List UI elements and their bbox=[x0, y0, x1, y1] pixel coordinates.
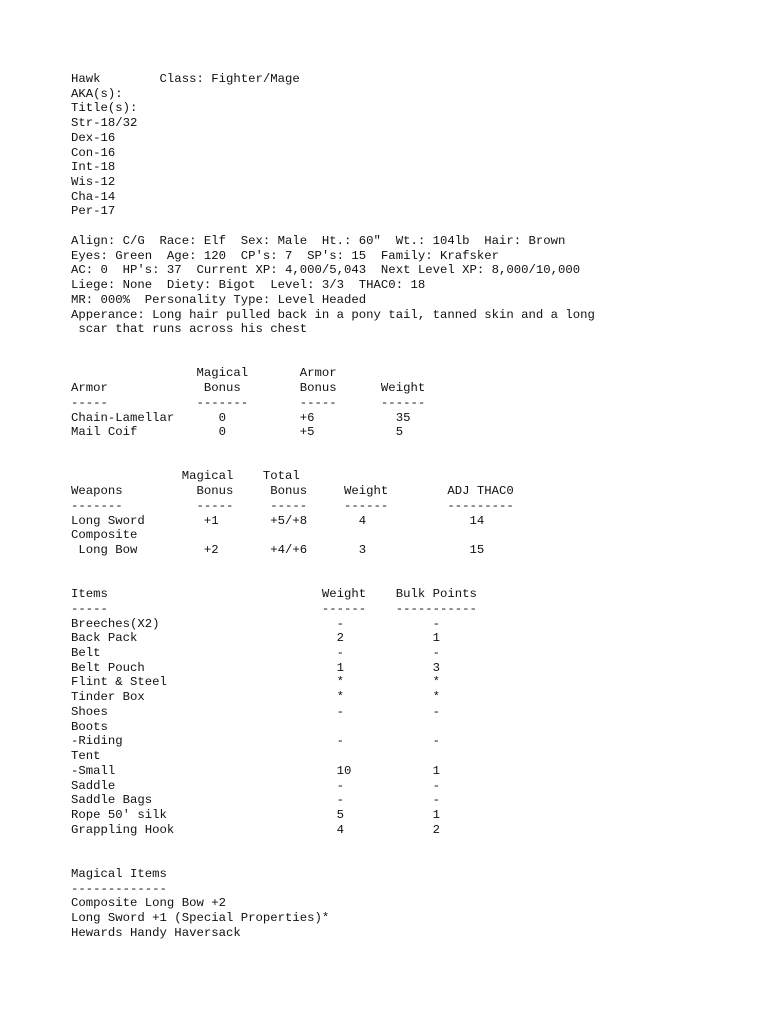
stat-cha: Cha-14 bbox=[71, 189, 116, 204]
spacer bbox=[71, 837, 751, 852]
spacer bbox=[71, 352, 751, 367]
details-block bbox=[71, 234, 751, 337]
stat-wis: Wis-12 bbox=[71, 175, 116, 190]
details-line: Eyes: Green Age: 120 CP's: 7 SP's: 15 Family: Krafsker bbox=[71, 248, 500, 263]
table-row: Tinder Box * * bbox=[71, 690, 440, 705]
table-row: Mail Coif 0 +5 5 bbox=[71, 425, 404, 440]
details-line: Align: C/G Race: Elf Sex: Male Ht.: 60" Wt.: 104lb Hair: Brown bbox=[71, 233, 566, 248]
stat-int: Int-18 bbox=[71, 160, 116, 175]
details-line: scar that runs across his chest bbox=[71, 322, 308, 337]
weapons-header: Magical Total bbox=[71, 469, 300, 484]
details-line: Apperance: Long hair pulled back in a pony tail, tanned skin and a long bbox=[71, 307, 595, 322]
spacer bbox=[71, 455, 751, 470]
spacer bbox=[71, 572, 751, 587]
magical-items-heading: Magical Items bbox=[71, 866, 167, 881]
items-table bbox=[71, 587, 751, 837]
titles-line: Title(s): bbox=[71, 101, 138, 116]
magical-items-list bbox=[71, 867, 751, 941]
magical-items-rule: ------------- bbox=[71, 881, 167, 896]
name-class-line: Hawk Class: Fighter/Mage bbox=[71, 72, 300, 86]
list-item: Long Sword +1 (Special Properties)* bbox=[71, 910, 330, 925]
table-row: Rope 50' silk 5 1 bbox=[71, 807, 440, 822]
items-header: Items Weight Bulk Points bbox=[71, 587, 477, 602]
table-row: Long Bow +2 +4/+6 3 15 bbox=[71, 543, 485, 557]
table-row: Belt Pouch 1 3 bbox=[71, 660, 440, 675]
table-row: Shoes - - bbox=[71, 704, 440, 719]
spacer bbox=[71, 219, 751, 234]
items-rule: ----- ------ ----------- bbox=[71, 601, 477, 616]
header-block bbox=[71, 72, 751, 219]
weapons-rule: ------- ----- ----- ------ --------- bbox=[71, 498, 514, 513]
spacer bbox=[71, 558, 751, 573]
table-row: Flint & Steel * * bbox=[71, 675, 440, 690]
table-row: Belt - - bbox=[71, 646, 440, 661]
stat-dex: Dex-16 bbox=[71, 130, 116, 145]
stat-con: Con-16 bbox=[71, 145, 116, 160]
table-row: Composite bbox=[71, 528, 138, 543]
table-row: Back Pack 2 1 bbox=[71, 631, 440, 646]
details-line: AC: 0 HP's: 37 Current XP: 4,000/5,043 Next Level XP: 8,000/10,000 bbox=[71, 263, 581, 278]
table-row: -Riding - - bbox=[71, 734, 440, 749]
spacer bbox=[71, 852, 751, 867]
stat-str: Str-18/32 bbox=[71, 116, 138, 131]
table-row: Long Sword +1 +5/+8 4 14 bbox=[71, 513, 485, 528]
weapons-table bbox=[71, 469, 751, 557]
table-row: -Small 10 1 bbox=[71, 763, 440, 778]
armor-rule: ----- ------- ----- ------ bbox=[71, 395, 426, 410]
armor-table bbox=[71, 366, 751, 440]
weapons-header: Weapons Bonus Bonus Weight ADJ THAC0 bbox=[71, 484, 514, 499]
list-item: Composite Long Bow +2 bbox=[71, 896, 226, 911]
armor-header: Armor Bonus Bonus Weight bbox=[71, 381, 426, 396]
table-row: Saddle - - bbox=[71, 778, 440, 793]
table-row: Boots bbox=[71, 719, 108, 734]
spacer bbox=[71, 440, 751, 455]
spacer bbox=[71, 337, 751, 352]
table-row: Breeches(X2) - - bbox=[71, 616, 440, 631]
armor-header: Magical Armor bbox=[71, 366, 337, 381]
details-line: Liege: None Diety: Bigot Level: 3/3 THAC0: 18 bbox=[71, 278, 426, 293]
character-sheet bbox=[71, 72, 751, 940]
table-row: Tent bbox=[71, 749, 101, 764]
stat-per: Per-17 bbox=[71, 204, 116, 219]
list-item: Hewards Handy Haversack bbox=[71, 925, 241, 940]
aka-line: AKA(s): bbox=[71, 86, 123, 101]
table-row: Grappling Hook 4 2 bbox=[71, 822, 440, 837]
table-row: Chain-Lamellar 0 +6 35 bbox=[71, 410, 411, 425]
details-line: MR: 000% Personality Type: Level Headed bbox=[71, 292, 367, 307]
table-row: Saddle Bags - - bbox=[71, 793, 440, 808]
